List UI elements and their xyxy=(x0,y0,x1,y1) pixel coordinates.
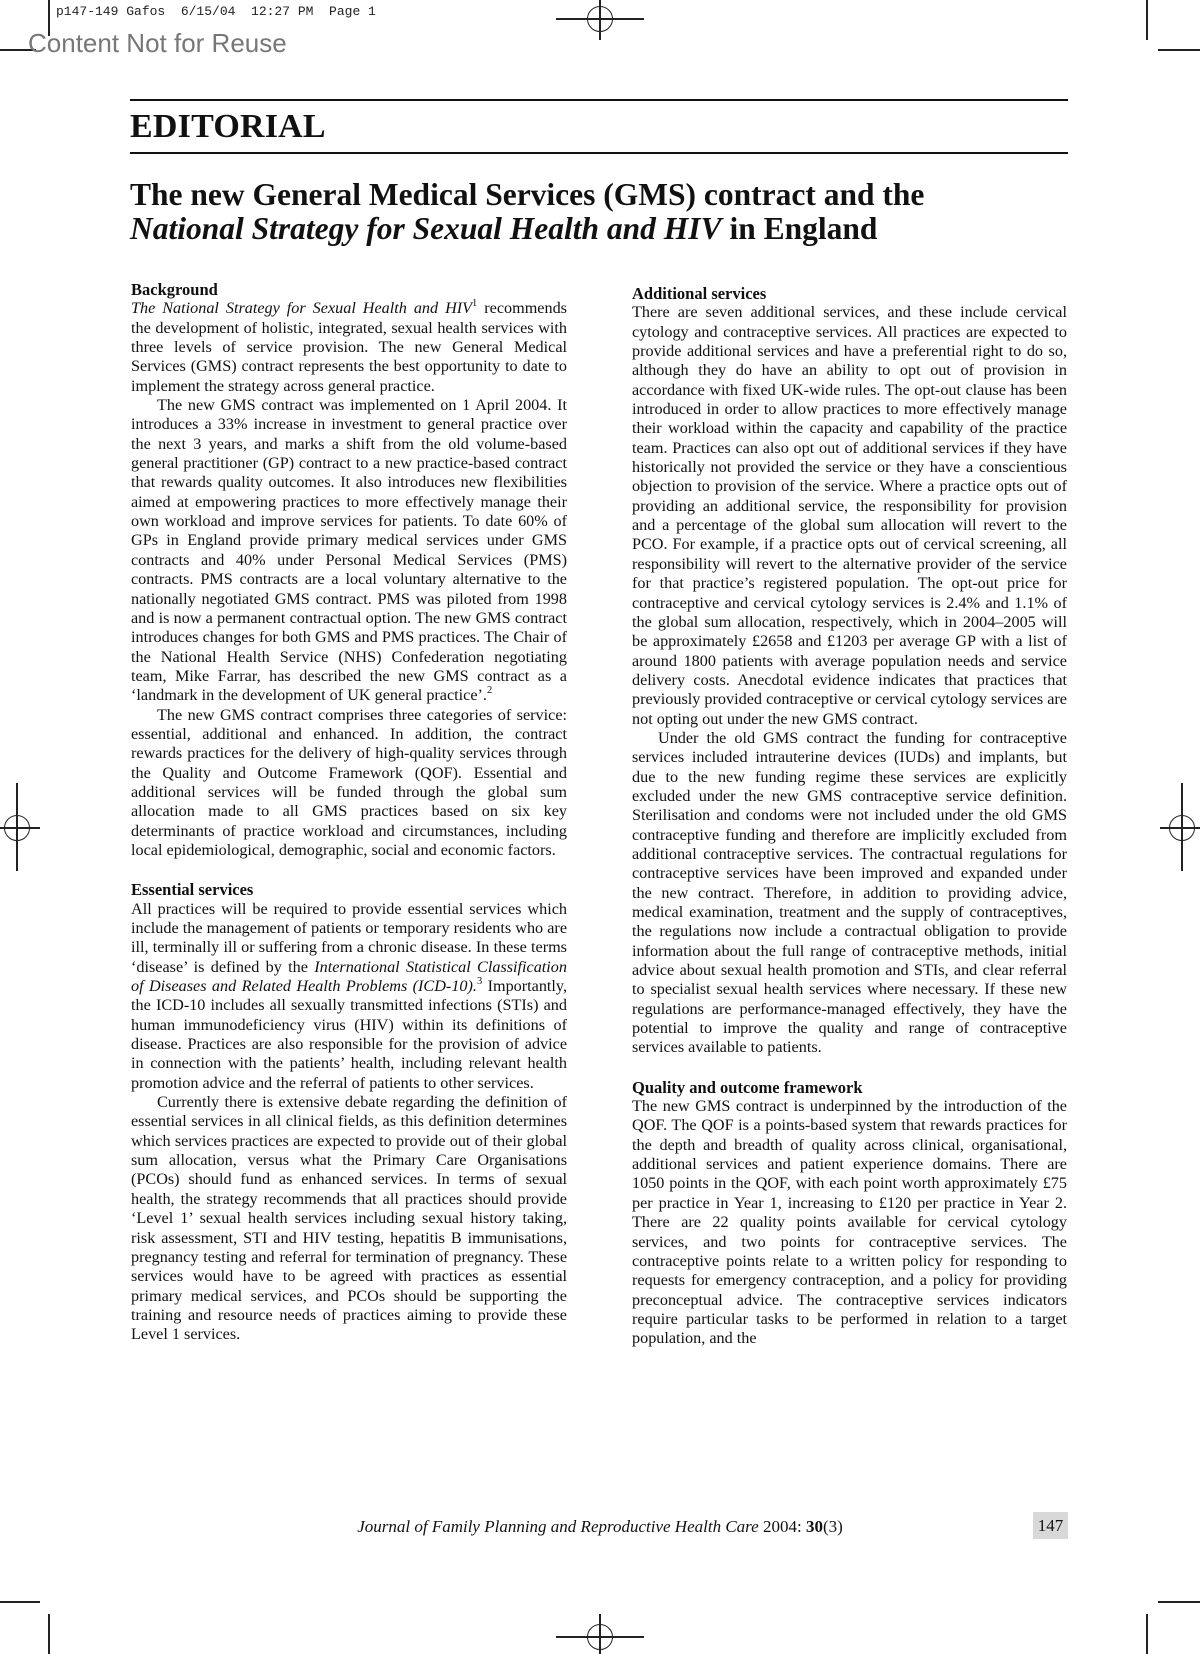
background-heading: Background xyxy=(131,280,218,299)
icd-italic: International Statistical Classification of Diseases and Related Health Problems (ICD-10). xyxy=(131,957,567,996)
left-column xyxy=(131,280,567,1345)
crop-mark-bottom-left-h xyxy=(0,1601,40,1603)
journal-footer xyxy=(0,1517,1200,1537)
additional-services-heading: Additional services xyxy=(632,284,767,303)
additional-paragraph-1: There are seven additional services, and these include cervical cytology and contraceptive services. All practices are expected to provide additional services and have a preferential right to do so, although they do have an ability to opt out of provision in accordance with fixed UK-wide rules. The opt-out clause has been introduced in order to allow practices to more effectively manage their workload within the capacity and capability of the practice team. Practices can also opt out of additional services if they have historically not provided the service or they have a conscientious objection to provision of the service. Where a practice opts out of providing an additional service, the responsibility for provision and a percentage of the global sum allocation will revert to the PCO. For example, if a practice opts out of cervical screening, all responsibility will revert to the alternative provider of the service for that practice’s registered population. The opt-out price for contraceptive and cervical cytology services is 2.4% and 1.1% of the global sum allocation, respectively, which in 2004–2005 will be approximately £2658 and £1203 per average GP with a list of around 1800 patients with average population needs and service delivery costs. Anecdotal evidence indicates that practices that previously provided contraceptive or cervical cytology services are not opting out under the new GMS contract. xyxy=(632,303,1067,728)
reference-2[interactable]: 2 xyxy=(486,684,493,696)
crop-mark-top-right-v xyxy=(1146,0,1148,40)
page-number: 147 xyxy=(1033,1512,1068,1539)
article-title xyxy=(130,178,1090,246)
essential-paragraph-1-text-b: Importantly, the ICD-10 includes all sexually transmitted infections (STIs) and human immunodeficiency virus (HIV) within its definitions of disease. Practices are also responsible for the provision of advice in connection with the patients’ health, including relevant health promotion advice and the referral of patients to other services. xyxy=(131,977,568,1092)
journal-issue: (3) xyxy=(822,1517,843,1536)
journal-title: Journal of Family Planning and Reproductive Health Care xyxy=(357,1517,759,1536)
qof-heading: Quality and outcome framework xyxy=(632,1077,863,1097)
title-part2: in England xyxy=(721,211,878,246)
essential-paragraph-1-text-a: All practices will be required to provide essential services which include the management of patients or temporary residents who are ill, terminally ill or suffering from a chronic disease. In these terms ‘disease’ is defined by the xyxy=(131,899,567,976)
title-italic: National Strategy for Sexual Health and HIV xyxy=(130,211,722,246)
qof-paragraph-1: The new GMS contract is underpinned by the introduction of the QOF. The QOF is a points-based system that rewards practices for the depth and breadth of quality across clinical, organisational, additional services and patient experience domains. There are 1050 points in the QOF, with each point worth approximately £75 per practice in Year 1, increasing to £120 per practice in Year 2. There are 22 quality points available for cervical cytology services, and two points for contraceptive services. The contraceptive points relate to a written policy for responding to requests for emergency contraception, and a policy for providing preconceptual advice. The contraceptive services indicators require particular tasks to be performed in relation to a target population, and the xyxy=(632,1097,1067,1348)
crop-mark-bottom-right-v xyxy=(1146,1614,1148,1654)
strategy-italic: The National Strategy for Sexual Health and HIV xyxy=(131,299,473,318)
header-rule-top xyxy=(130,99,1068,101)
background-paragraph-1 xyxy=(131,299,567,396)
section-label: EDITORIAL xyxy=(130,108,326,145)
header-rule-bottom xyxy=(130,152,1068,154)
background-paragraph-1-text: recommends the development of holistic, integrated, sexual health services with three levels of service provision. The new General Medical Services (GMS) contract represents the best opportunity to date to implement the strategy across general practice. xyxy=(131,299,567,395)
journal-volume: 30 xyxy=(805,1517,823,1536)
background-paragraph-3: The new GMS contract comprises three categories of service: essential, additional and enhanced. In addition, the contract rewards practices for the delivery of high-quality services through the Quality and Outcome Framework (QOF). Essential and additional services will be funded through the global sum allocation made to all GMS practices based on six key determinants of practice workload and circumstances, including local epidemiological, demographic, social and economic factors. xyxy=(131,705,567,859)
reference-3[interactable]: 3 xyxy=(476,975,483,987)
background-paragraph-2-text: The new GMS contract was implemented on 1 April 2004. It introduces a 33% increase in investment to general practice over the next 3 years, and marks a shift from the old volume-based general practitioner (GP) contract to a new practice-based contract that rewards quality outcomes. It also introduces new flexibilities aimed at empowering practices to more effectively manage their own workload and improve services for patients. To date 60% of GPs in England provide primary medical services under GMS contracts and 40% under Personal Medical Services (PMS) contracts. PMS contracts are a local voluntary alternative to the nationally negotiated GMS contract. PMS was piloted from 1998 and is now a permanent contractual option. The new GMS contract introduces changes for both GMS and PMS practices. The Chair of the National Health Service (NHS) Confederation negotiating team, Mike Farrar, has described the new GMS contract as a ‘landmark in the development of UK general practice’. xyxy=(131,396,567,705)
journal-year: 2004: xyxy=(758,1517,806,1536)
essential-paragraph-1 xyxy=(131,900,567,1093)
crop-mark-bottom-left-v xyxy=(48,1614,50,1654)
additional-paragraph-2: Under the old GMS contract the funding for contraceptive services included intrauterine devices (IUDs) and implants, but due to the new funding regime these services are explicitly excluded under the new GMS contraceptive service definition. Sterilisation and condoms were not included under the old GMS contraceptive funding and therefore are implicitly excluded from additional contraceptive services. The contractual regulations for contraceptive services have been improved and expanded under the new contract. Therefore, in addition to providing advice, medical examination, treatment and the supply of contraceptives, the regulations now include a contractual obligation to provide information about the full range of contraceptive methods, initial advice about sexual health promotion and STIs, and clear referral to specialist sexual health services where necessary. If these new regulations are performance-managed effectively, they have the potential to improve the quality and range of contraceptive services available to patients. xyxy=(632,728,1067,1057)
essential-paragraph-2: Currently there is extensive debate regarding the definition of essential services in all clinical fields, as this definition determines which services practices are expected to provide out of their global sum allocation, versus what the Primary Care Organisations (PCOs) should fund as enhanced services. In terms of sexual health, the strategy recommends that all practices should provide ‘Level 1’ sexual health services including sexual history taking, risk assessment, STI and HIV testing, hepatitis B immunisations, pregnancy testing and referral for termination of pregnancy. These services would have to be agreed with practices as essential primary medical services, and PCOs should be supporting the training and resource needs of practices aiming to provide these Level 1 services. xyxy=(131,1093,567,1344)
print-slug: p147-149 Gafos 6/15/04 12:27 PM Page 1 xyxy=(56,4,376,19)
title-part1: The new General Medical Services (GMS) contract and the xyxy=(130,177,925,212)
watermark: Content Not for Reuse xyxy=(28,28,287,58)
reference-1[interactable]: 1 xyxy=(472,297,478,309)
right-column xyxy=(632,284,1067,1349)
crop-mark-bottom-right-h xyxy=(1158,1601,1200,1603)
background-paragraph-2 xyxy=(131,396,567,706)
essential-services-heading: Essential services xyxy=(131,880,254,900)
crop-mark-top-right-h xyxy=(1158,49,1200,51)
